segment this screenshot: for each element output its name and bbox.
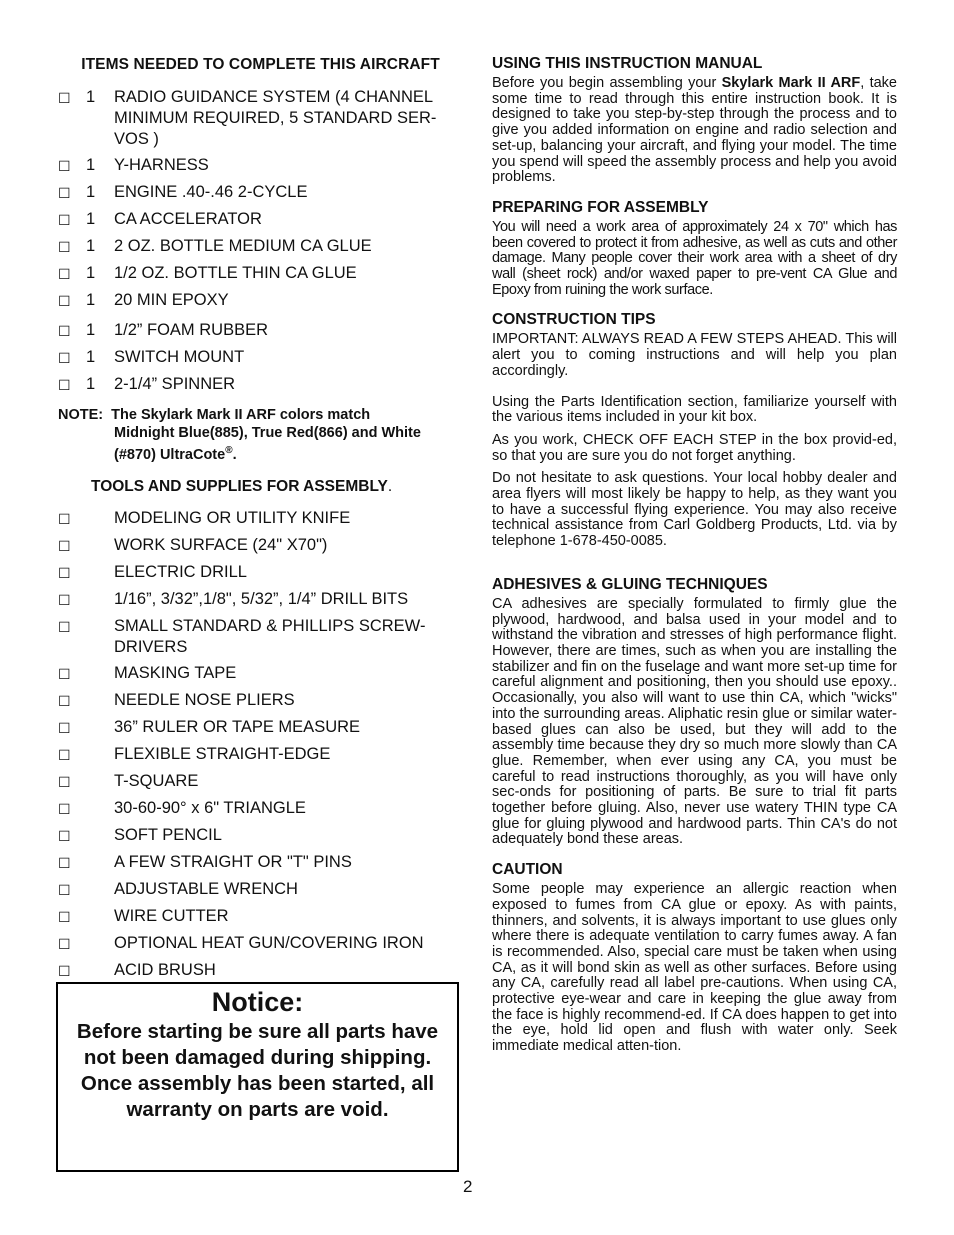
checkbox-icon[interactable]: ☐ <box>58 800 71 817</box>
checkbox-icon[interactable]: ☐ <box>58 90 71 106</box>
list-item: ☐ WIRE CUTTER <box>58 906 463 928</box>
list-item: ☐ SOFT PENCIL <box>58 825 463 847</box>
checkbox-icon[interactable]: ☐ <box>58 158 71 174</box>
section-adhesives <box>492 576 897 848</box>
section-preparing <box>492 199 897 299</box>
colors-note: NOTE: The Skylark Mark II ARF colors match Midnight Blue(885), True Red(866) and White (#870) UltraCote®. <box>58 407 421 463</box>
checkbox-icon[interactable]: ☐ <box>58 591 71 608</box>
checkbox-icon[interactable]: ☐ <box>58 746 71 763</box>
list-item: ☐ FLEXIBLE STRAIGHT-EDGE <box>58 744 463 766</box>
section-heading: ADHESIVES & GLUING TECHNIQUES <box>492 575 768 593</box>
list-item: ☐ 1 RADIO GUIDANCE SYSTEM (4 CHANNEL MINIMUM REQUIRED, 5 STANDARD SER-VOS ) <box>58 88 437 148</box>
paragraph: Before you begin assembling your Skylark Mark II ARF, take some time to read through this entire instruction book. It is designed to take you step-by-step through the process and to give you added information on engine and radio selection and set-up, balancing your aircraft, and flying your model. The time you spend will speed the assembly process and help you avoid problems. <box>492 75 897 186</box>
checkbox-icon[interactable]: ☐ <box>58 510 71 527</box>
list-item: ☐ 36” RULER OR TAPE MEASURE <box>58 717 463 739</box>
checkbox-icon[interactable]: ☐ <box>58 293 71 309</box>
list-item: ☐ 1 SWITCH MOUNT <box>58 347 463 369</box>
list-item: ☐ 1 1/2 OZ. BOTTLE THIN CA GLUE <box>58 263 463 285</box>
section-heading: USING THIS INSTRUCTION MANUAL <box>492 55 763 72</box>
notice-box <box>56 982 459 1172</box>
checkbox-icon[interactable]: ☐ <box>58 185 71 201</box>
checkbox-icon[interactable]: ☐ <box>58 935 71 952</box>
checkbox-icon[interactable]: ☐ <box>58 212 71 228</box>
checkbox-icon[interactable]: ☐ <box>58 692 71 709</box>
list-item: ☐ WORK SURFACE (24" X70") <box>58 535 463 557</box>
checkbox-icon[interactable]: ☐ <box>58 323 71 339</box>
notice-title: Notice: <box>211 987 304 1017</box>
list-item: ☐ ADJUSTABLE WRENCH <box>58 879 463 901</box>
checkbox-icon[interactable]: ☐ <box>58 239 71 255</box>
checkbox-icon[interactable]: ☐ <box>58 618 71 635</box>
tools-heading: TOOLS AND SUPPLIES FOR ASSEMBLY. <box>91 477 393 495</box>
paragraph: IMPORTANT: ALWAYS READ A FEW STEPS AHEAD. This will alert you to coming instructions and will help you plan accordingly. <box>492 331 897 379</box>
list-item: ☐ 30-60-90° x 6" TRIANGLE <box>58 798 463 820</box>
checkbox-icon[interactable]: ☐ <box>58 266 71 282</box>
list-item: ☐ 1 1/2” FOAM RUBBER <box>58 320 463 342</box>
right-column <box>492 55 897 1068</box>
list-item: ☐ T-SQUARE <box>58 771 463 793</box>
checkbox-icon[interactable]: ☐ <box>58 665 71 682</box>
paragraph: As you work, CHECK OFF EACH STEP in the box provid-ed, so that you are sure you do not forget anything. <box>492 431 897 464</box>
left-column <box>58 56 463 987</box>
section-heading: PREPARING FOR ASSEMBLY <box>492 198 709 216</box>
list-item: ☐ 1/16”, 3/32”,1/8", 5/32”, 1/4” DRILL BITS <box>58 589 463 611</box>
section-caution <box>492 861 897 1055</box>
notice-body: Before starting be sure all parts have not been damaged during shipping. Once assembly has been started, all warranty on parts are void. <box>76 1020 439 1121</box>
list-item: ☐ MODELING OR UTILITY KNIFE <box>58 508 463 530</box>
list-item: ☐ 1 ENGINE .40-.46 2-CYCLE <box>58 182 463 204</box>
list-item: ☐ NEEDLE NOSE PLIERS <box>58 690 463 712</box>
list-item: ☐ 1 2 OZ. BOTTLE MEDIUM CA GLUE <box>58 236 463 258</box>
checkbox-icon[interactable]: ☐ <box>58 537 71 554</box>
tools-list <box>58 508 463 982</box>
checkbox-icon[interactable]: ☐ <box>58 719 71 736</box>
checkbox-icon[interactable]: ☐ <box>58 881 71 898</box>
checkbox-icon[interactable]: ☐ <box>58 827 71 844</box>
section-heading: CAUTION <box>492 861 563 879</box>
list-item: ☐ MASKING TAPE <box>58 663 463 685</box>
paragraph: You will need a work area of approximately 24 x 70" which has been covered to protect it from adhesive, as well as cuts and other damage. Many people cover their work area with a sheet of dry wall (sheet rock) and/or waxed paper to pre-vent CA Glue and Epoxy from ruining the work surface. <box>492 218 897 298</box>
page-number: 2 <box>463 1177 473 1196</box>
checkbox-icon[interactable]: ☐ <box>58 377 71 393</box>
list-item: ☐ 1 Y-HARNESS <box>58 155 463 177</box>
list-item: ☐ 1 20 MIN EPOXY <box>58 290 463 312</box>
checkbox-icon[interactable]: ☐ <box>58 854 71 871</box>
checkbox-icon[interactable]: ☐ <box>58 350 71 366</box>
items-heading: ITEMS NEEDED TO COMPLETE THIS AIRCRAFT <box>81 56 440 73</box>
paragraph: CA adhesives are specially formulated to firmly glue the plywood, hardwood, and balsa used in your model and to withstand the vibration and stresses of high performance flight. However, there are times, such as when you are installing the stabilizer and fin on the fuselage and want more set-up time for careful alignment and positioning, then you should use epoxy.. Occasionally, you also will want to use thin CA, which "wicks" into the surrounding areas. Aliphatic resin glue or similar water-based glues can also be used, but they will add to the assembly time because they dry so much more slowly than CA glue. Remember, when ever using any CA, you must be careful to read instructions thoroughly, as you will have only sec-onds for positioning of parts. Be sure to trial fit parts together before gluing. Also, never use watery THIN type CA glue for gluing plywood and hardwood parts. Thin CA's do not adequately bond these areas. <box>492 595 897 848</box>
items-list <box>58 87 463 396</box>
list-item: ☐ ELECTRIC DRILL <box>58 562 463 584</box>
list-item: ☐ 1 CA ACCELERATOR <box>58 209 463 231</box>
paragraph: Using the Parts Identification section, familiarize yourself with the various items included in your kit box. <box>492 393 897 426</box>
checkbox-icon[interactable]: ☐ <box>58 773 71 790</box>
checkbox-icon[interactable]: ☐ <box>58 908 71 925</box>
section-using-manual <box>492 55 897 186</box>
list-item: ☐ OPTIONAL HEAT GUN/COVERING IRON <box>58 933 463 955</box>
list-item: ☐ A FEW STRAIGHT OR "T" PINS <box>58 852 463 874</box>
note-label: NOTE: <box>58 407 104 423</box>
list-item: ☐ SMALL STANDARD & PHILLIPS SCREW-DRIVERS <box>58 616 426 656</box>
list-item: ☐ 1 2-1/4” SPINNER <box>58 374 463 396</box>
checkbox-icon[interactable]: ☐ <box>58 962 71 979</box>
list-item: ☐ ACID BRUSH <box>58 960 463 982</box>
section-heading: CONSTRUCTION TIPS <box>492 311 656 329</box>
paragraph: Some people may experience an allergic reaction when exposed to fumes from CA glue or epoxy. As with paints, thinners, and solvents, it is always important to use glues only where there is adequate ventilation to carry fumes away. A fan is recommended. Also, special care must be taken when using CA, as it will bond skin as well as other surfaces. Before using any CA, carefully read all label pre-cautions. When using CA, protective eye-wear and care in keeping the glue away from the face is highly recommend-ed. If CA does happen to get into the eye, hold lid open and flush with water only. Seek immediate medical atten-tion. <box>492 881 897 1055</box>
paragraph: Do not hesitate to ask questions. Your local hobby dealer and area flyers will most likely be happy to help, as they want you to have a successful flying experience. You may also receive technical assistance from Carl Goldberg Products, Ltd. via by telephone 1-678-450-0085. <box>492 470 897 550</box>
checkbox-icon[interactable]: ☐ <box>58 564 71 581</box>
section-construction-tips <box>492 311 897 549</box>
